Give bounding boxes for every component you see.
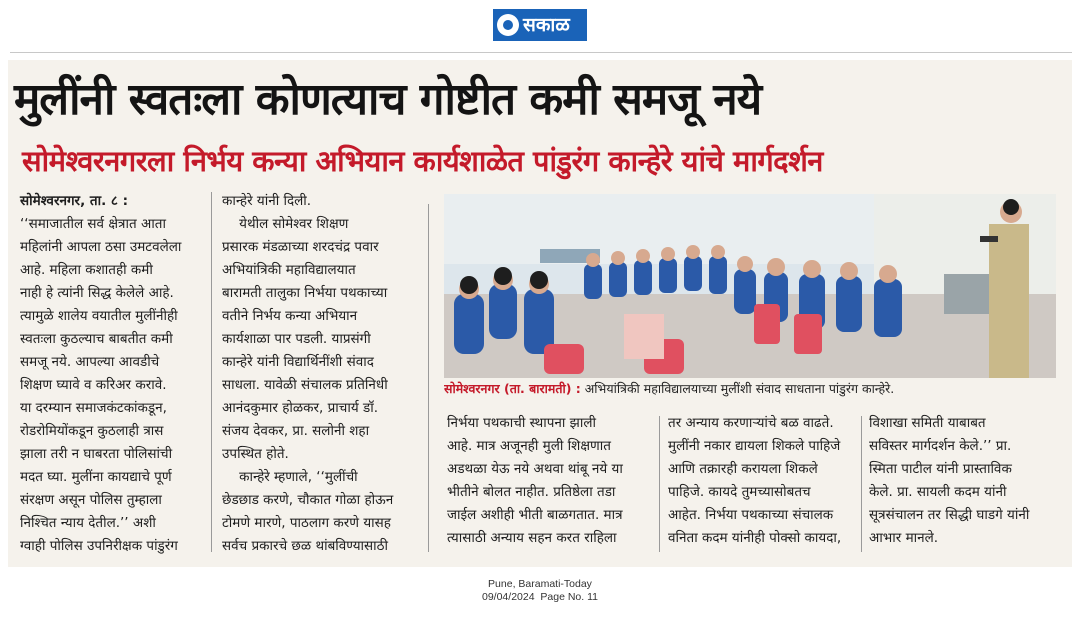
- article-column-5: [869, 412, 1059, 550]
- column-line: सूत्रसंचालन तर सिद्धी घाडगे यांनी: [869, 507, 1030, 523]
- column-line: ग्वाही पोलिस उपनिरीक्षक पांडुरंग: [20, 538, 178, 554]
- column-line: सविस्तर मार्गदर्शन केले.’’ प्रा.: [869, 438, 1012, 454]
- column-line: शिक्षण घ्यावे व करिअर करावे.: [20, 377, 167, 393]
- column-line: प्रसारक मंडळाच्या शरदचंद्र पवार: [222, 239, 379, 255]
- sakal-logo: [493, 9, 587, 41]
- footer-date-page: 09/04/2024 Page No. 11: [482, 591, 598, 603]
- article-photo: [444, 194, 1056, 378]
- column-line: मुलींनी नकार द्यायला शिकले पाहिजे: [668, 438, 841, 454]
- column-line: समजू नये. आपल्या आवडीचे: [20, 354, 160, 370]
- column-line: झाला तरी न घाबरता पोलिसांची: [20, 446, 173, 462]
- article-subheadline: सोमेश्वरनगरला निर्भय कन्या अभियान कार्यशाळेत पांडुरंग कान्हेरे यांचे मार्गदर्शन: [22, 144, 823, 178]
- column-divider: [659, 416, 660, 552]
- column-line: निर्भया पथकाची स्थापना झाली: [447, 415, 597, 431]
- article-headline: मुलींनी स्वतःला कोणत्याच गोष्टीत कमी समजू नये: [14, 74, 762, 125]
- column-line: बारामती तालुका निर्भया पथकाच्या: [222, 285, 388, 301]
- column-line: रोडरोमियोंकडून कुठलाही त्रास: [20, 423, 164, 439]
- column-line: टोमणे मारणे, पाठलाग करणे यासह: [222, 515, 391, 531]
- top-divider: [10, 52, 1072, 53]
- column-line: उपस्थित होते.: [222, 446, 289, 462]
- article-column-4: [668, 412, 858, 550]
- column-divider: [428, 204, 429, 552]
- column-line: आणि तक्रारही करायला शिकले: [668, 461, 818, 477]
- column-divider: [861, 416, 862, 552]
- column-line: अभियांत्रिकी महाविद्यालयात: [222, 262, 356, 278]
- column-line: पाहिजे. कायदे तुमच्यासोबतच: [668, 484, 811, 500]
- column-line: आभार मानले.: [869, 530, 939, 546]
- column-line: नाही हे त्यांनी सिद्ध केलेले आहे.: [20, 285, 174, 301]
- photo-caption-place: सोमेश्वरनगर (ता. बारामती) :: [444, 381, 581, 396]
- article-column-3: [447, 412, 657, 550]
- column-line: वनिता कदम यांनीही पोक्सो कायदा,: [668, 530, 842, 546]
- column-line: महिलांनी आपला ठसा उमटवलेला: [20, 239, 182, 255]
- column-line: मदत घ्या. मुलींना कायद्याचे पूर्ण: [20, 469, 172, 485]
- column-line: आहे. मात्र अजूनही मुली शिक्षणात: [447, 438, 611, 454]
- column-line: स्वतःला कुठल्याच बाबतीत कमी: [20, 331, 173, 347]
- photo-caption-text: अभियांत्रिकी महाविद्यालयाच्या मुलींशी संवाद साधताना पांडुरंग कान्हेरे.: [580, 381, 895, 396]
- column-line: आहे. महिला कशातही कमी: [20, 262, 153, 278]
- sakal-logo-mark-icon: [497, 14, 519, 36]
- column-divider: [211, 192, 212, 552]
- column-line: साधला. यावेळी संचालक प्रतिनिधी: [222, 377, 388, 393]
- column-line: सर्वच प्रकारचे छळ थांबविण्यासाठी: [222, 538, 388, 554]
- column-line: कान्हेरे यांनी विद्यार्थिनींशी संवाद: [222, 354, 374, 370]
- column-line: या दरम्यान समाजकंटकांकडून,: [20, 400, 167, 416]
- column-line: छेडछाड करणे, चौकात गोळा होऊन: [222, 492, 394, 508]
- column-line: विशाखा समिती याबाबत: [869, 415, 986, 431]
- article-column-1: [20, 190, 202, 558]
- column-line: संरक्षण असून पोलिस तुम्हाला: [20, 492, 162, 508]
- column-line: अडथळा येऊ नये अथवा थांबू नये या: [447, 461, 623, 477]
- column-line: कान्हेरे यांनी दिली.: [222, 193, 312, 209]
- column-line: वतीने निर्भय कन्या अभियान: [222, 308, 358, 324]
- column-line: ‘‘समाजातील सर्व क्षेत्रात आता: [20, 216, 166, 232]
- column-line: संजय देवकर, प्रा. सलोनी शहा: [222, 423, 370, 439]
- column-line: आहेत. निर्भया पथकाच्या संचालक: [668, 507, 834, 523]
- column-line: जाईल अशीही भीती बाळगतात. मात्र: [447, 507, 623, 523]
- column-line: त्यामुळे शालेय वयातील मुलींनीही: [20, 308, 178, 324]
- masthead-logo-text: सकाळ: [523, 13, 570, 36]
- column-line: त्यासाठी अन्याय सहन करत राहिला: [447, 530, 617, 546]
- column-line: कार्यशाळा पार पडली. याप्रसंगी: [222, 331, 371, 347]
- column-line: कान्हेरे म्हणाले, ‘‘मुलींची: [222, 469, 358, 485]
- column-line: आनंदकुमार होळकर, प्राचार्य डॉ.: [222, 400, 378, 416]
- classroom-photo-illustration: [444, 194, 1056, 378]
- column-line: केले. प्रा. सायली कदम यांनी: [869, 484, 1007, 500]
- column-line: निश्चित न्याय देतील.’’ अशी: [20, 515, 156, 531]
- article-dateline: सोमेश्वरनगर, ता. ८ :: [20, 193, 129, 209]
- footer-edition: Pune, Baramati-Today: [488, 578, 592, 590]
- column-line: येथील सोमेश्वर शिक्षण: [222, 216, 349, 232]
- column-line: स्मिता पाटील यांनी प्रास्ताविक: [869, 461, 1012, 477]
- photo-caption: [444, 378, 1056, 400]
- article-column-2: [222, 190, 412, 558]
- column-line: भीतीने बोलत नाहीत. प्रतिष्ठेला तडा: [447, 484, 616, 500]
- column-line: तर अन्याय करणाऱ्यांचे बळ वाढते.: [668, 415, 834, 431]
